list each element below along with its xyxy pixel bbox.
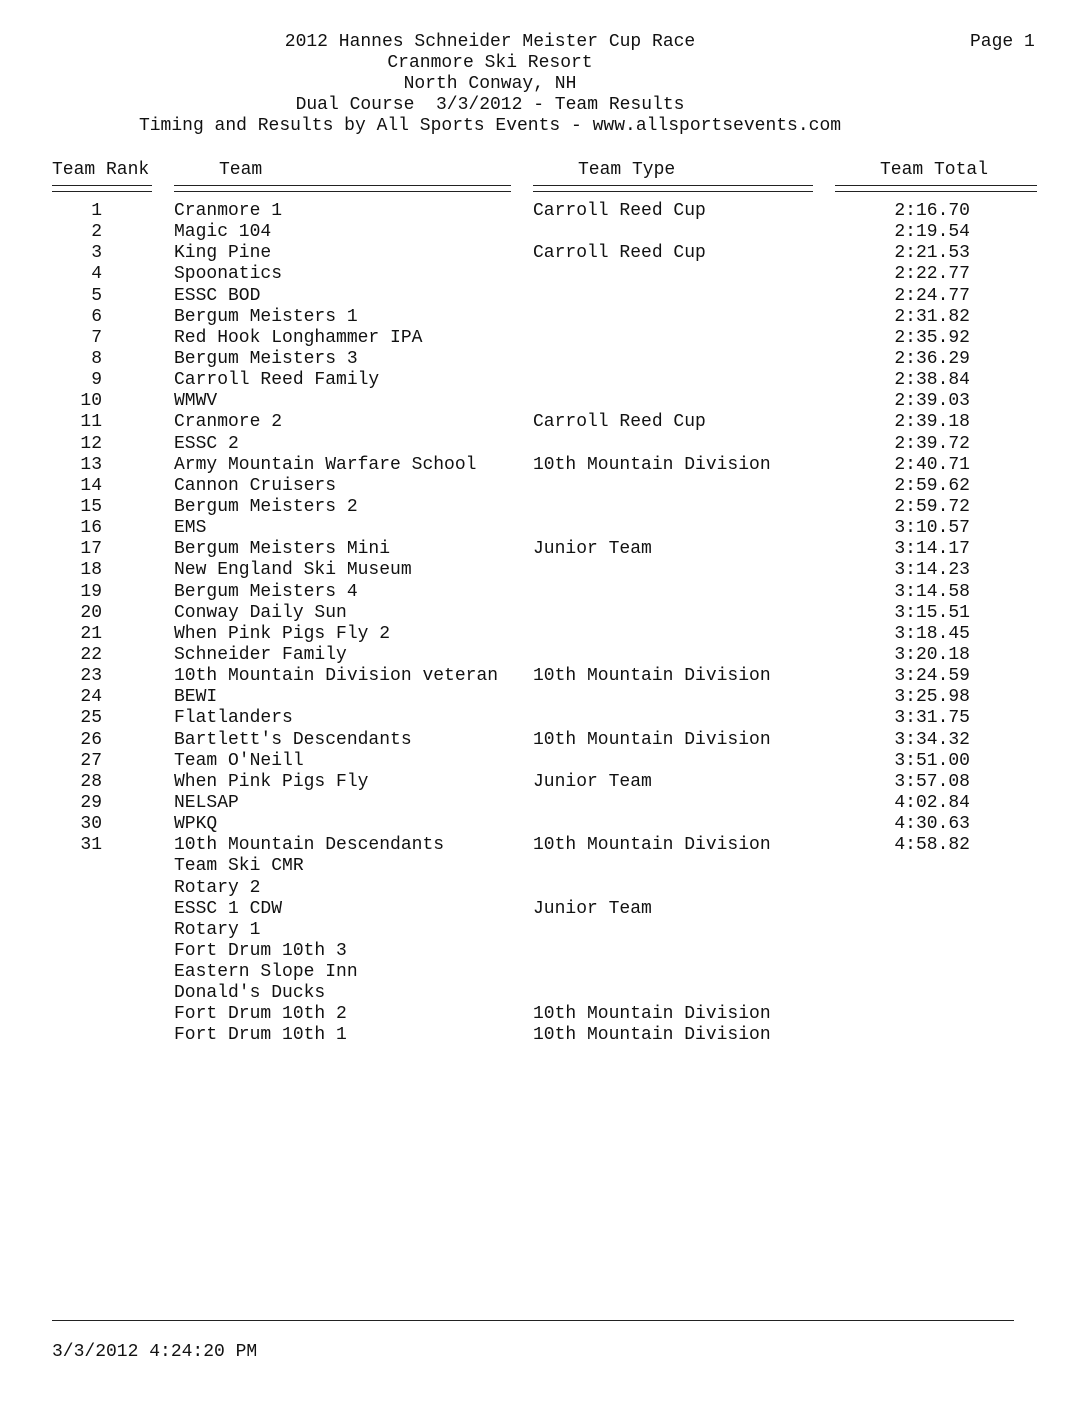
team-name: Cranmore 2 [174,412,283,433]
table-row [0,1025,1088,1046]
table-row [0,582,1088,603]
team-type: 10th Mountain Division [533,1004,771,1025]
table-row [0,328,1088,349]
team-name: Army Mountain Warfare School [174,454,477,475]
team-name: Bergum Meisters Mini [174,539,391,560]
team-rank: 19 [80,581,102,602]
team-name: Fort Drum 10th 3 [174,940,347,961]
team-name: Bergum Meisters 3 [174,348,358,369]
team-total: 3:24.59 [894,666,970,687]
team-name: Bergum Meisters 1 [174,306,358,327]
team-rank: 16 [80,518,102,539]
print-timestamp: 3/3/2012 4:24:20 PM [52,1342,258,1362]
team-rank: 10 [80,391,102,412]
team-name: Fort Drum 10th 1 [174,1025,347,1046]
results-table [0,201,1088,1047]
table-row [0,730,1088,751]
team-total: 3:15.51 [894,602,970,623]
team-rank: 7 [91,327,102,348]
event-title: 2012 Hannes Schneider Meister Cup Race [284,32,696,52]
team-name: BEWI [174,687,218,708]
team-total: 3:14.17 [894,539,970,560]
rule-total [835,185,1037,192]
table-row [0,455,1088,476]
table-row [0,539,1088,560]
table-row [0,497,1088,518]
team-total: 4:02.84 [894,792,970,813]
team-total: 2:39.72 [894,433,970,454]
table-row [0,1004,1088,1025]
table-row [0,603,1088,624]
table-row [0,666,1088,687]
team-total: 3:20.18 [894,644,970,665]
team-name: Fort Drum 10th 2 [174,1004,347,1025]
team-rank: 25 [80,708,102,729]
table-row [0,476,1088,497]
team-type: Junior Team [533,539,652,560]
team-rank: 24 [80,687,102,708]
table-row [0,835,1088,856]
table-row [0,687,1088,708]
team-name: Rotary 2 [174,877,261,898]
table-row [0,920,1088,941]
team-type: 10th Mountain Division [533,666,771,687]
team-total: 2:16.70 [894,201,970,221]
page-number: Page 1 [970,32,1035,52]
team-rank: 12 [80,433,102,454]
team-name: Team O'Neill [174,750,304,771]
team-total: 2:19.54 [894,222,970,243]
table-row [0,243,1088,264]
team-name: NELSAP [174,792,239,813]
team-name: 10th Mountain Descendants [174,835,445,856]
team-rank: 17 [80,539,102,560]
team-rank: 27 [80,750,102,771]
team-type: Carroll Reed Cup [533,243,706,264]
table-row [0,286,1088,307]
team-rank: 4 [91,264,102,285]
team-total: 3:18.45 [894,623,970,644]
table-row [0,899,1088,920]
team-name: Conway Daily Sun [174,602,347,623]
team-rank: 28 [80,771,102,792]
team-total: 3:31.75 [894,708,970,729]
table-row [0,751,1088,772]
team-name: When Pink Pigs Fly 2 [174,623,391,644]
rule-team [174,185,511,192]
table-row [0,941,1088,962]
team-name: WMWV [174,391,218,412]
team-rank: 20 [80,602,102,623]
team-rank: 9 [91,370,102,391]
team-rank: 30 [80,814,102,835]
team-name: ESSC 2 [174,433,239,454]
team-rank: 21 [80,623,102,644]
team-name: Rotary 1 [174,919,261,940]
team-type: Junior Team [533,898,652,919]
team-total: 4:30.63 [894,814,970,835]
team-name: ESSC 1 CDW [174,898,283,919]
team-total: 3:51.00 [894,750,970,771]
team-name: EMS [174,518,207,539]
team-rank: 1 [91,201,102,221]
team-type: 10th Mountain Division [533,1025,771,1046]
team-name: Cannon Cruisers [174,475,337,496]
table-row [0,518,1088,539]
team-total: 2:22.77 [894,264,970,285]
team-name: New England Ski Museum [174,560,412,581]
footer-rule [52,1320,1014,1321]
team-type: Carroll Reed Cup [533,412,706,433]
team-total: 2:59.62 [894,475,970,496]
team-total: 2:39.18 [894,412,970,433]
team-total: 2:35.92 [894,327,970,348]
table-row [0,349,1088,370]
table-row [0,201,1088,222]
table-row [0,264,1088,285]
table-row [0,560,1088,581]
table-row [0,391,1088,412]
team-total: 3:34.32 [894,729,970,750]
col-team-type: Team Type [578,160,676,180]
team-total: 2:59.72 [894,496,970,517]
col-team-rank: Team Rank [52,160,150,180]
team-type: Junior Team [533,771,652,792]
table-row [0,793,1088,814]
team-name: Bergum Meisters 4 [174,581,358,602]
team-rank: 31 [80,835,102,856]
team-total: 3:57.08 [894,771,970,792]
team-total: 2:40.71 [894,454,970,475]
team-rank: 14 [80,475,102,496]
team-total: 2:39.03 [894,391,970,412]
table-row [0,962,1088,983]
team-name: Cranmore 1 [174,201,283,221]
table-row [0,370,1088,391]
team-total: 2:38.84 [894,370,970,391]
table-row [0,814,1088,835]
team-name: Spoonatics [174,264,283,285]
team-name: ESSC BOD [174,285,261,306]
table-row [0,412,1088,433]
table-row [0,624,1088,645]
team-total: 3:10.57 [894,518,970,539]
team-rank: 5 [91,285,102,306]
team-rank: 8 [91,348,102,369]
rule-rank [52,185,152,192]
team-rank: 11 [80,412,102,433]
team-name: When Pink Pigs Fly [174,771,369,792]
team-name: Team Ski CMR [174,856,304,877]
table-row [0,645,1088,666]
team-total: 3:14.58 [894,581,970,602]
team-type: 10th Mountain Division [533,835,771,856]
team-total: 2:24.77 [894,285,970,306]
team-name: Bergum Meisters 2 [174,496,358,517]
col-team: Team [219,160,263,180]
table-row [0,878,1088,899]
team-rank: 29 [80,792,102,813]
team-total: 3:14.23 [894,560,970,581]
location: North Conway, NH [403,74,577,94]
resort-name: Cranmore Ski Resort [387,53,593,73]
team-name: 10th Mountain Division veteran [174,666,499,687]
team-name: Carroll Reed Family [174,370,380,391]
timing-credit: Timing and Results by All Sports Events - www.allsportsevents.com [138,116,842,136]
table-row [0,708,1088,729]
team-type: 10th Mountain Division [533,454,771,475]
team-name: Magic 104 [174,222,272,243]
team-rank: 6 [91,306,102,327]
table-row [0,772,1088,793]
table-row [0,222,1088,243]
team-total: 2:36.29 [894,348,970,369]
team-name: Red Hook Longhammer IPA [174,327,423,348]
team-type: Carroll Reed Cup [533,201,706,221]
team-total: 2:31.82 [894,306,970,327]
team-rank: 18 [80,560,102,581]
team-name: Bartlett's Descendants [174,729,412,750]
team-total: 4:58.82 [894,835,970,856]
team-name: Donald's Ducks [174,983,326,1004]
team-name: Flatlanders [174,708,293,729]
team-rank: 23 [80,666,102,687]
team-name: King Pine [174,243,272,264]
table-row [0,983,1088,1004]
team-rank: 2 [91,222,102,243]
team-name: Eastern Slope Inn [174,962,358,983]
rule-type [533,185,813,192]
team-name: WPKQ [174,814,218,835]
team-rank: 15 [80,496,102,517]
team-rank: 26 [80,729,102,750]
table-row [0,856,1088,877]
team-type: 10th Mountain Division [533,729,771,750]
team-rank: 22 [80,644,102,665]
team-name: Schneider Family [174,644,347,665]
team-total: 2:21.53 [894,243,970,264]
team-total: 3:25.98 [894,687,970,708]
team-rank: 13 [80,454,102,475]
col-team-total: Team Total [880,160,989,180]
table-row [0,307,1088,328]
course-date: Dual Course 3/3/2012 - Team Results [295,95,685,115]
team-rank: 3 [91,243,102,264]
table-row [0,434,1088,455]
